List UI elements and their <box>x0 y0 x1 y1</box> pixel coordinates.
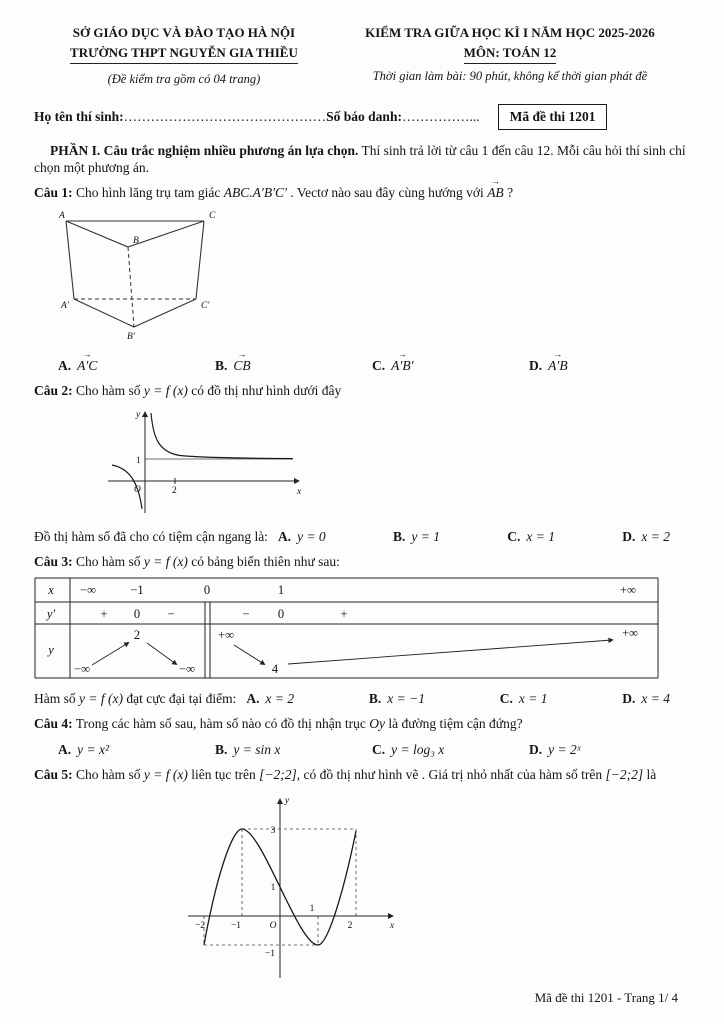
candidate-row <box>34 104 686 130</box>
q3-option-A: A. x = 2 <box>246 690 295 706</box>
prism-label-A: A <box>59 211 65 222</box>
question-2 <box>34 382 686 546</box>
q3-answer-prefix: Hàm số y = f (x) đạt cực đại tại điểm: <box>34 690 237 706</box>
q4-option-A: A. y = x² <box>58 742 110 758</box>
prism-label-C: C <box>209 211 216 222</box>
q3-x-val-1: −1 <box>130 582 144 597</box>
q5-text-2: liên tục trên <box>187 767 260 783</box>
q3-y-peak: 2 <box>133 627 141 642</box>
q5-tick-2: 2 <box>347 921 353 931</box>
prism-hidden-edges <box>74 247 196 327</box>
question-1 <box>34 184 686 374</box>
q5-axis-label-x: x <box>389 921 395 931</box>
q5-tick-neg2: −2 <box>194 921 206 931</box>
q1-option-B: B. → CB <box>215 357 372 375</box>
prism-figure <box>54 205 686 348</box>
q5-text-4: là <box>643 767 657 783</box>
header-right <box>334 24 686 88</box>
page-count-note: (Đề kiểm tra gồm có 04 trang) <box>107 72 261 87</box>
page-footer: Mã đề thi 1201 - Trang 1/ 4 <box>534 989 678 1005</box>
q1-option-A: A. → A′C <box>58 357 215 375</box>
q3-x-val-0: −∞ <box>80 582 96 597</box>
q3-x-val-3: 1 <box>277 582 285 597</box>
question-5 <box>34 766 686 989</box>
q1-options <box>58 357 686 375</box>
header <box>34 24 686 88</box>
q3-y-min: 4 <box>271 661 279 676</box>
q3-row-label-x: x <box>48 582 54 597</box>
q3-sign-5: + <box>340 606 348 621</box>
q5-math-1: y = f (x) <box>143 767 188 783</box>
q5-text-1: Cho hàm số <box>76 767 144 783</box>
q2-tick-1: 1 <box>136 455 141 466</box>
cubic-graph-figure <box>180 788 686 989</box>
q5-math-3: [−2;2] <box>605 767 644 783</box>
header-left <box>34 24 334 88</box>
q3-variation-arrows <box>92 640 612 665</box>
q2-axis-label-y: y <box>136 409 141 420</box>
school-name: TRƯỜNG THPT NGUYỄN GIA THIỀU <box>70 44 298 64</box>
subject-title: MÔN: TOÁN 12 <box>464 44 557 64</box>
q2-text-2: có đồ thị như hình dưới đây <box>187 382 342 398</box>
q1-text-3: ? <box>503 185 514 201</box>
q3-y-bottom-mid: −∞ <box>179 661 195 676</box>
q1-vector-AB: → AB <box>487 184 504 202</box>
part1-desc: Thí sinh trả lời từ câu 1 đến câu 12. Mỗi câu hỏi thí sinh chỉ chọn một phương án. <box>34 142 686 176</box>
question-4 <box>34 715 686 760</box>
q1-math-prism: ABC.A′B′C′ <box>223 185 287 201</box>
q1-option-D: D. → A′B <box>529 357 686 375</box>
q2-option-A: A. y = 0 <box>277 529 326 545</box>
q2-origin-label: O <box>134 484 141 495</box>
q2-answer-prefix: Đồ thị hàm số đã cho có tiệm cận ngang là: <box>34 529 268 545</box>
q3-y-top-right: +∞ <box>622 625 638 640</box>
hyperbola-figure <box>100 403 686 523</box>
q3-sign-2: − <box>167 606 175 621</box>
part1-title: PHẦN I. Câu trắc nghiệm nhiều phương án lựa chọn. <box>50 142 359 158</box>
prism-label-A-prime: A′ <box>61 301 69 312</box>
q5-label: Câu 5: <box>34 767 73 783</box>
q4-math-1: Oy <box>369 715 385 731</box>
q5-text-3: , có đồ thị như hình vẽ . Giá trị nhỏ nhất của hàm số trên <box>296 767 606 783</box>
q2-options <box>268 528 686 546</box>
q3-row-label-yprime: y′ <box>46 606 56 621</box>
q4-label: Câu 4: <box>34 715 73 731</box>
q3-y-top-mid: +∞ <box>218 627 234 642</box>
q3-label: Câu 3: <box>34 554 73 570</box>
q2-math-1: y = f (x) <box>143 382 188 398</box>
q3-option-C: C. x = 1 <box>499 690 548 706</box>
q4-text-1: Trong các hàm số sau, hàm số nào có đồ thị nhận trục <box>75 715 370 731</box>
q2-text-1: Cho hàm số <box>76 382 144 398</box>
q2-answer-line <box>34 528 686 546</box>
q5-axes <box>188 800 392 978</box>
q3-sign-0: + <box>100 606 108 621</box>
exam-title: KIỂM TRA GIỮA HỌC KÌ I NĂM HỌC 2025-2026 <box>365 25 655 40</box>
prism-label-B-prime: B′ <box>127 332 135 343</box>
q2-label: Câu 2: <box>34 382 73 398</box>
q2-option-D: D. x = 2 <box>622 529 670 545</box>
q2-option-C: C. x = 1 <box>507 529 555 545</box>
q5-tick-1x: 1 <box>309 904 315 914</box>
q3-x-val-4: +∞ <box>620 582 636 597</box>
q3-option-B: B. x = −1 <box>368 690 425 706</box>
prism-label-B: B <box>133 236 139 247</box>
q5-tick-1y: 1 <box>270 883 276 893</box>
candidate-name-label: Họ tên thí sinh: <box>34 108 124 124</box>
q3-row-label-y: y <box>48 642 54 657</box>
prism-label-C-prime: C′ <box>201 301 210 312</box>
q3-text-2: có bảng biến thiên như sau: <box>187 554 340 570</box>
q4-options <box>58 741 686 759</box>
duration-note: Thời gian làm bài: 90 phút, không kể thời gian phát đề <box>372 69 648 84</box>
candidate-sbd-dots: ……………... <box>401 108 480 124</box>
q1-text-1: Cho hình lăng trụ tam giác <box>76 185 224 201</box>
q1-text-2: . Vectơ nào sau đây cùng hướng với <box>286 185 488 201</box>
q2-option-B: B. y = 1 <box>392 529 440 545</box>
part1-heading <box>34 142 686 178</box>
q1-option-C: C. → A′B′ <box>372 357 529 375</box>
q3-answer-line <box>34 690 686 708</box>
q4-option-C: C. y = log₃ x <box>372 742 445 758</box>
q3-table-borders <box>35 578 658 678</box>
q5-tick-3: 3 <box>270 826 276 836</box>
q2-axis-label-x: x <box>297 486 302 497</box>
q3-options <box>236 690 686 708</box>
q4-option-D: D. y = 2ˣ <box>529 742 581 758</box>
candidate-sbd-label: Số báo danh: <box>326 108 402 124</box>
question-3 <box>34 553 686 707</box>
q3-x-val-2: 0 <box>203 582 211 597</box>
q5-origin-label: O <box>269 921 277 931</box>
q5-math-2: [−2;2] <box>259 767 297 783</box>
q5-tick-neg1x: −1 <box>230 921 242 931</box>
q3-y-bottom-left: −∞ <box>74 661 90 676</box>
q5-tick-neg1y: −1 <box>264 949 276 959</box>
q3-sign-3: − <box>242 606 250 621</box>
candidate-name-dots: ……………………………………… <box>123 108 327 124</box>
q4-option-B: B. y = sin x <box>215 742 281 758</box>
q3-sign-1: 0 <box>133 606 141 621</box>
q3-option-D: D. x = 4 <box>622 690 670 706</box>
q3-sign-4: 0 <box>277 606 285 621</box>
q4-text-2: là đường tiệm cận đứng? <box>384 715 523 731</box>
q3-math-1: y = f (x) <box>143 554 188 570</box>
department-name: SỞ GIÁO DỤC VÀ ĐÀO TẠO HÀ NỘI <box>72 25 296 40</box>
q5-axis-label-y: y <box>284 796 290 806</box>
q2-tick-2: 2 <box>172 485 177 496</box>
q3-text-1: Cho hàm số <box>76 554 144 570</box>
q1-label: Câu 1: <box>34 185 73 201</box>
exam-code-box: Mã đề thi 1201 <box>498 104 608 130</box>
variation-table-figure <box>34 577 686 684</box>
